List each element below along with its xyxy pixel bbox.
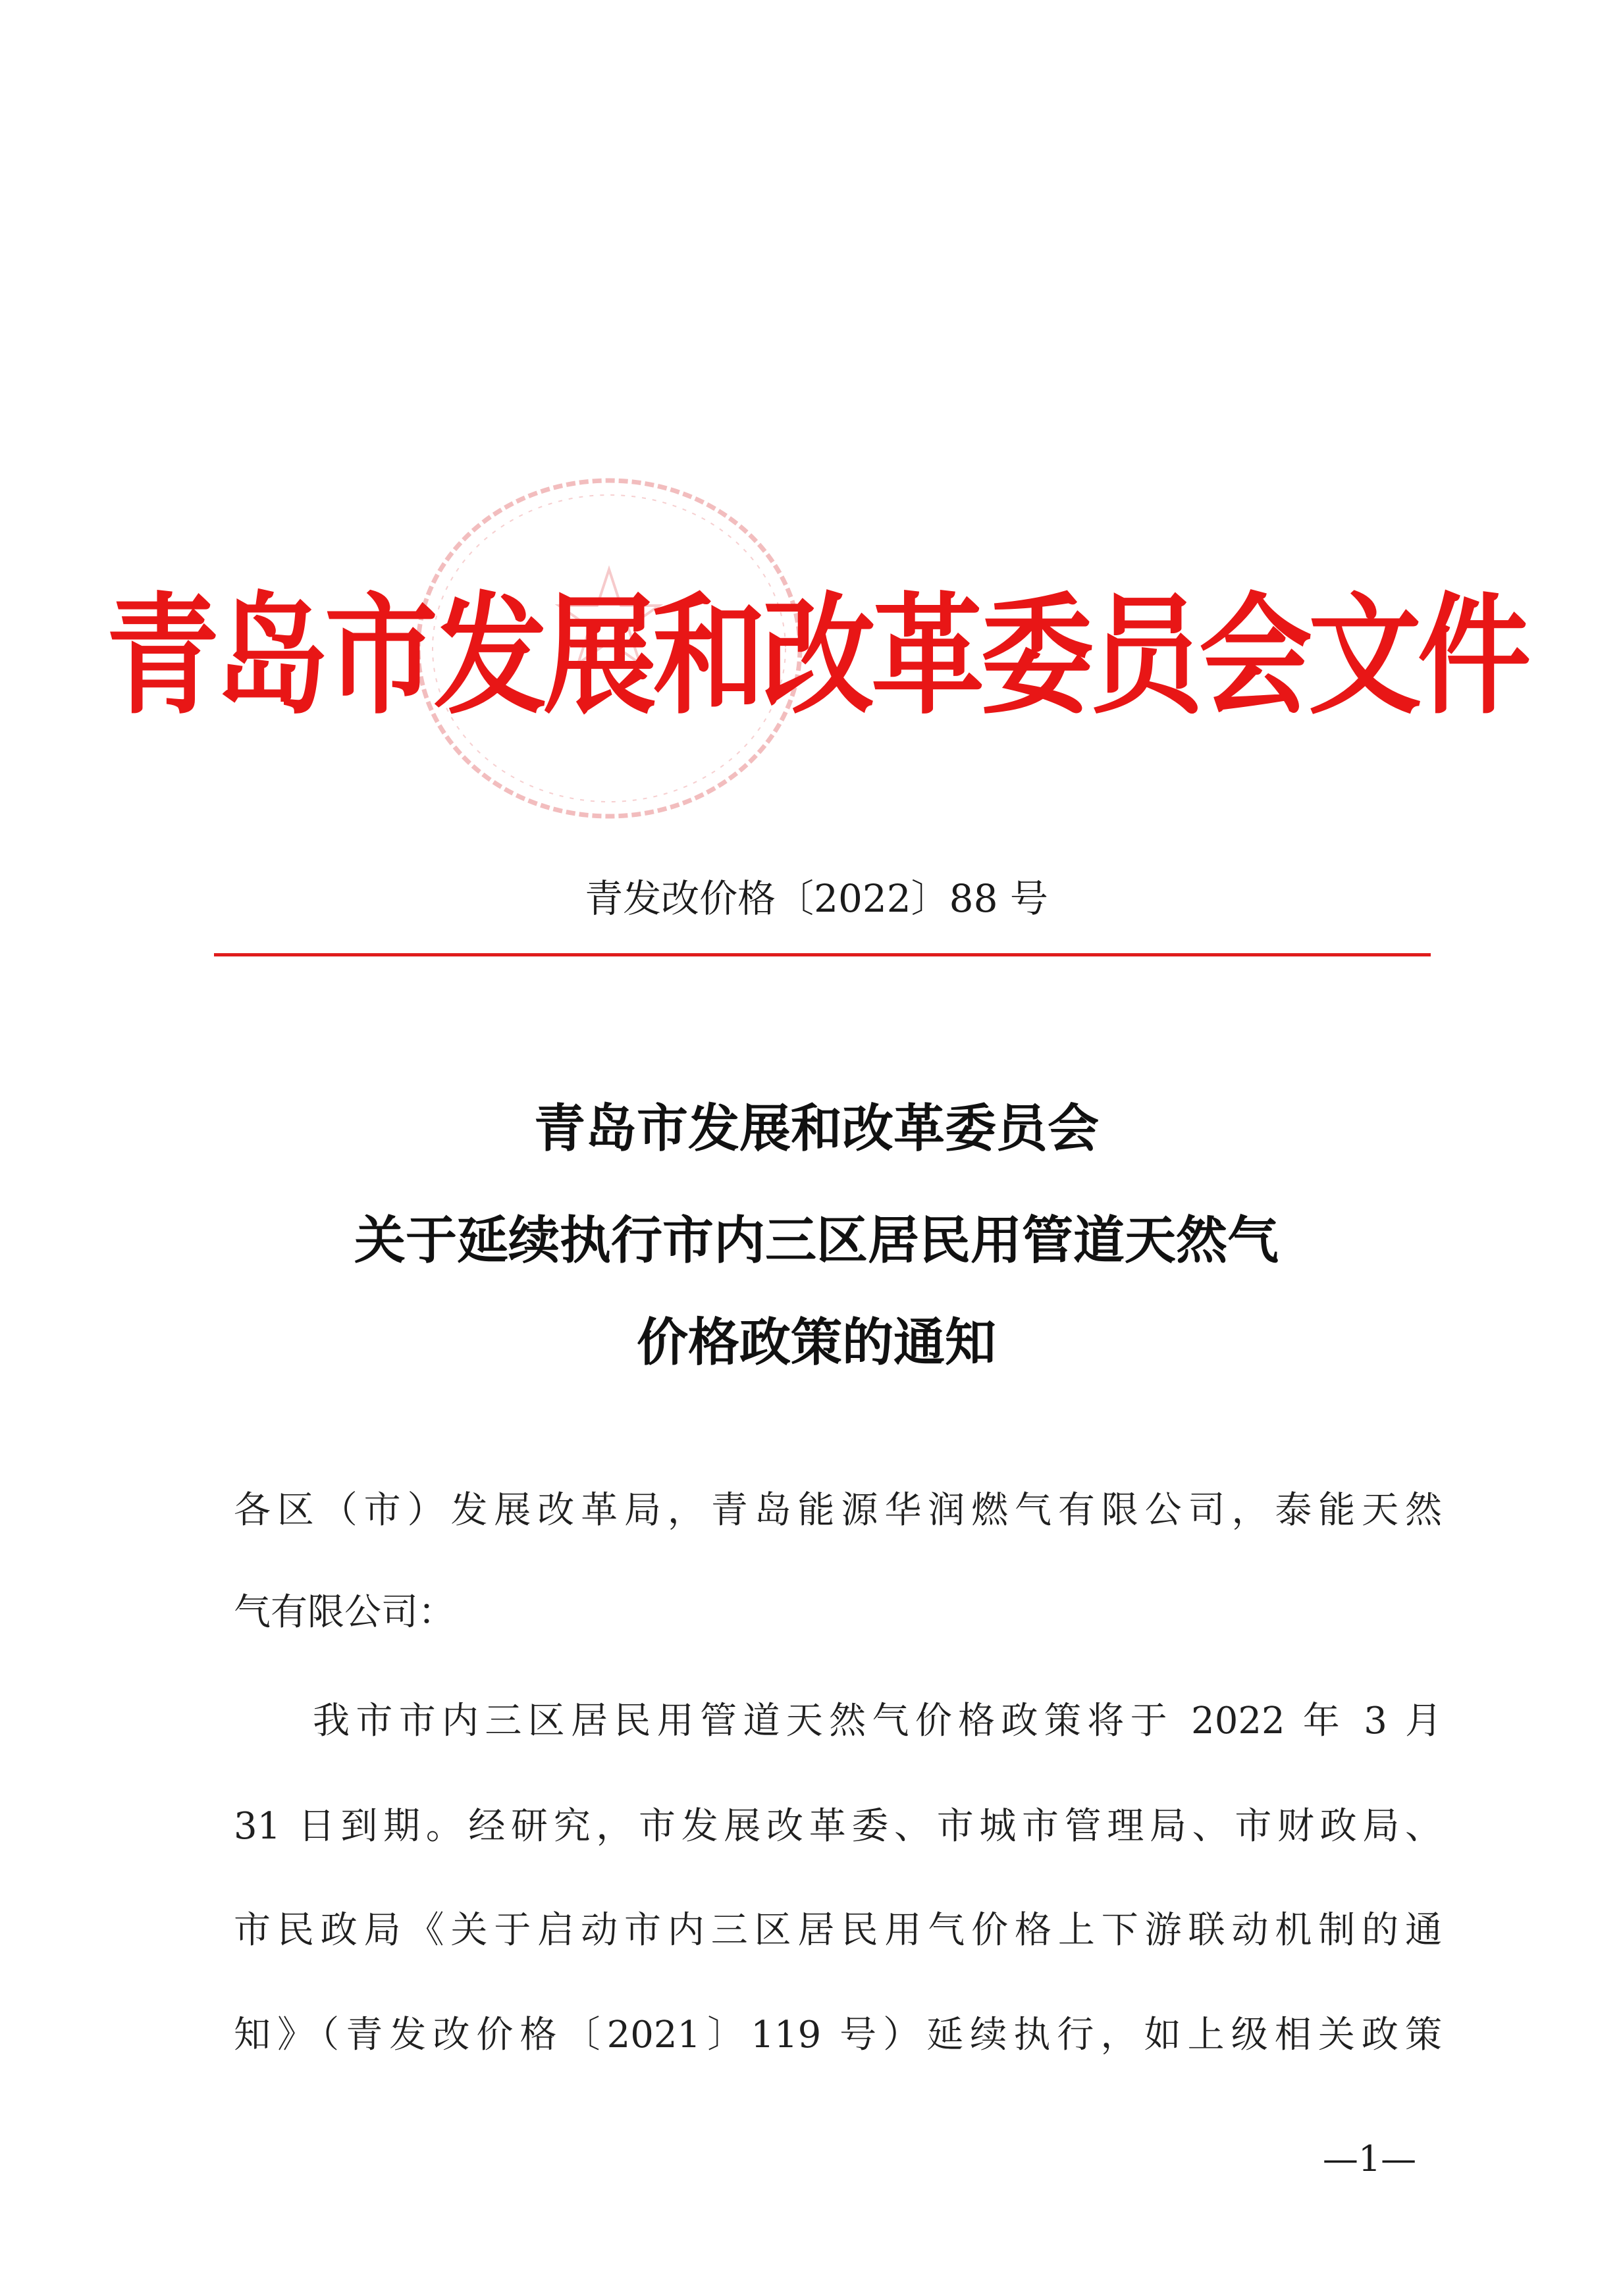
- title-line-3: 价格政策的通知: [636, 1313, 996, 1372]
- body-paragraph-line-2: 31 日到期。经研究，市发展改革委、市城市管理局、市财政局、: [234, 1805, 1442, 1848]
- body-paragraph-line-3: 市民政局《关于启动市内三区居民用气价格上下游联动机制的通: [234, 1909, 1442, 1952]
- issuer-masthead: 青岛市发展和改革委员会文件: [106, 579, 1527, 732]
- addressee-line-2: 气有限公司：: [234, 1591, 455, 1634]
- page-number: —1—: [1322, 2138, 1417, 2179]
- title-line-1: 青岛市发展和改革委员会: [533, 1099, 1099, 1159]
- title-line-2: 关于延续执行市内三区居民用管道天然气: [354, 1211, 1279, 1270]
- body-paragraph-line-4: 知》（青发改价格〔2021〕119 号）延续执行，如上级相关政策: [234, 2014, 1442, 2056]
- red-divider-rule: [214, 953, 1431, 956]
- document-number: 青发改价格〔2022〕88 号: [585, 876, 1048, 921]
- addressee-line-1: 各区（市）发展改革局，青岛能源华润燃气有限公司，泰能天然: [234, 1489, 1442, 1532]
- body-paragraph-line-1: 我市市内三区居民用管道天然气价格政策将于 2022 年 3 月: [313, 1700, 1442, 1742]
